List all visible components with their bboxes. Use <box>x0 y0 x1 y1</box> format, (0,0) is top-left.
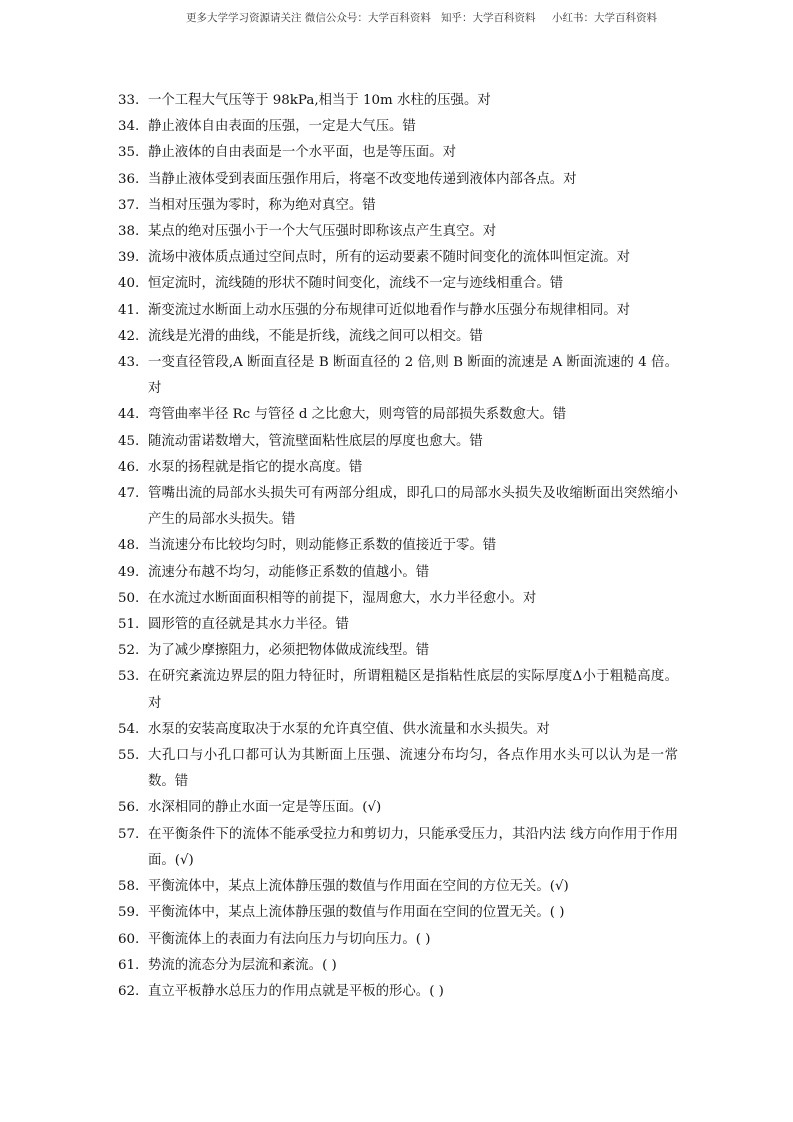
item-text: 弯管曲率半径 Rc 与管径 d 之比愈大，则弯管的局部损失系数愈大。错 <box>148 407 567 423</box>
item-number: 38. <box>118 224 140 240</box>
item-text: 平衡流体上的表面力有法向压力与切向压力。( ) <box>148 931 431 947</box>
list-item <box>118 88 678 114</box>
list-item <box>118 140 678 166</box>
header-xiaohongshu-text: 小红书：大学百科资料 <box>552 12 657 24</box>
item-number: 58. <box>118 879 140 895</box>
list-item <box>118 795 678 821</box>
item-text: 在研究紊流边界层的阻力特征时，所谓粗糙区是指粘性底层的实际厚度Δ小于粗糙高度。对 <box>148 669 678 711</box>
item-text: 流速分布越不均匀，动能修正系数的值越小。错 <box>148 564 430 580</box>
item-number: 62. <box>118 983 140 999</box>
item-number: 49. <box>118 564 140 580</box>
item-number: 42. <box>118 328 140 344</box>
list-item <box>118 193 678 219</box>
item-number: 43. <box>118 355 140 371</box>
item-number: 56. <box>118 800 140 816</box>
item-text: 平衡流体中，某点上流体静压强的数值与作用面在空间的位置无关。( ) <box>148 905 565 921</box>
list-item <box>118 533 678 559</box>
item-text: 流线是光滑的曲线，不能是折线，流线之间可以相交。错 <box>148 328 483 344</box>
list-item <box>118 822 678 874</box>
list-item <box>118 874 678 900</box>
list-item <box>118 298 678 324</box>
item-text: 直立平板静水总压力的作用点就是平板的形心。( ) <box>148 983 444 999</box>
item-text: 某点的绝对压强小于一个大气压强时即称该点产生真空。对 <box>148 224 497 240</box>
list-item <box>118 927 678 953</box>
list-item <box>118 979 678 1005</box>
item-text: 水泵的安装高度取决于水泵的允许真空值、供水流量和水头损失。对 <box>148 721 550 737</box>
item-text: 水泵的扬程就是指它的提水高度。错 <box>148 459 363 475</box>
list-item <box>118 717 678 743</box>
list-item <box>118 900 678 926</box>
list-item <box>118 245 678 271</box>
list-item <box>118 402 678 428</box>
item-text: 势流的流态分为层流和紊流。( ) <box>148 957 337 973</box>
item-number: 44. <box>118 407 140 423</box>
list-item <box>118 455 678 481</box>
item-text: 恒定流时，流线随的形状不随时间变化，流线不一定与迹线相重合。错 <box>148 276 564 292</box>
question-list <box>118 88 678 1005</box>
item-number: 61. <box>118 957 140 973</box>
item-text: 静止液体的自由表面是一个水平面，也是等压面。对 <box>148 145 456 161</box>
list-item <box>118 638 678 664</box>
item-number: 48. <box>118 538 140 554</box>
item-text: 水深相同的静止水面一定是等压面。(√) <box>148 800 382 816</box>
list-item <box>118 560 678 586</box>
list-item <box>118 953 678 979</box>
item-text: 渐变流过水断面上动水压强的分布规律可近似地看作与静水压强分布规律相同。对 <box>148 302 631 318</box>
item-number: 53. <box>118 669 140 685</box>
header-zhihu-text: 知乎：大学百科资料 <box>441 12 536 24</box>
item-number: 41. <box>118 302 140 318</box>
list-item <box>118 429 678 455</box>
list-item <box>118 219 678 245</box>
item-number: 39. <box>118 250 140 266</box>
item-text: 圆形管的直径就是其水力半径。错 <box>148 617 349 633</box>
item-number: 46. <box>118 459 140 475</box>
list-item <box>118 612 678 638</box>
item-text: 平衡流体中，某点上流体静压强的数值与作用面在空间的方位无关。(√) <box>148 879 569 895</box>
item-text: 静止液体自由表面的压强，一定是大气压。错 <box>148 119 416 135</box>
item-number: 36. <box>118 171 140 187</box>
item-text: 一变直径管段,A 断面直径是 B 断面直径的 2 倍,则 B 断面的流速是 A 断面流速的 4 倍。对 <box>148 355 678 397</box>
item-number: 52. <box>118 643 140 659</box>
item-number: 47. <box>118 486 140 502</box>
item-number: 45. <box>118 433 140 449</box>
item-number: 40. <box>118 276 140 292</box>
item-text: 随流动雷诺数增大，管流壁面粘性底层的厚度也愈大。错 <box>148 433 483 449</box>
item-number: 55. <box>118 748 140 764</box>
list-item <box>118 586 678 612</box>
item-text: 当流速分布比较均匀时，则动能修正系数的值接近于零。错 <box>148 538 497 554</box>
item-number: 50. <box>118 590 140 606</box>
item-text: 在水流过水断面面积相等的前提下，湿周愈大，水力半径愈小。对 <box>148 590 537 606</box>
item-number: 59. <box>118 905 140 921</box>
list-item <box>118 664 678 716</box>
item-text: 流场中液体质点通过空间点时，所有的运动要素不随时间变化的流体叫恒定流。对 <box>148 250 631 266</box>
item-text: 当静止液体受到表面压强作用后，将毫不改变地传递到液体内部各点。对 <box>148 171 577 187</box>
item-number: 37. <box>118 197 140 213</box>
item-text: 为了减少摩擦阻力，必须把物体做成流线型。错 <box>148 643 430 659</box>
header-wechat-text: 更多大学学习资源请关注 微信公众号：大学百科资料 <box>186 12 431 24</box>
list-item <box>118 167 678 193</box>
list-item <box>118 324 678 350</box>
list-item <box>118 350 678 402</box>
item-number: 57. <box>118 826 140 842</box>
list-item <box>118 114 678 140</box>
item-text: 大孔口与小孔口都可认为其断面上压强、流速分布均匀，各点作用水头可以认为是一常数。错 <box>148 748 678 790</box>
item-number: 60. <box>118 931 140 947</box>
list-item <box>118 481 678 533</box>
item-text: 一个工程大气压等于 98kPa,相当于 10m 水柱的压强。对 <box>148 93 491 108</box>
item-number: 54. <box>118 721 140 737</box>
item-number: 51. <box>118 617 140 633</box>
item-text: 在平衡条件下的流体不能承受拉力和剪切力，只能承受压力，其沿内法 线方向作用于作用面。(√) <box>148 826 678 868</box>
list-item <box>118 743 678 795</box>
item-number: 34. <box>118 119 140 135</box>
item-text: 当相对压强为零时，称为绝对真空。错 <box>148 197 376 213</box>
list-item <box>118 271 678 297</box>
item-number: 35. <box>118 145 140 161</box>
item-text: 管嘴出流的局部水头损失可有两部分组成，即孔口的局部水头损失及收缩断面出突然缩小产生的局部水头损失。错 <box>148 486 678 528</box>
item-number: 33. <box>118 93 140 108</box>
